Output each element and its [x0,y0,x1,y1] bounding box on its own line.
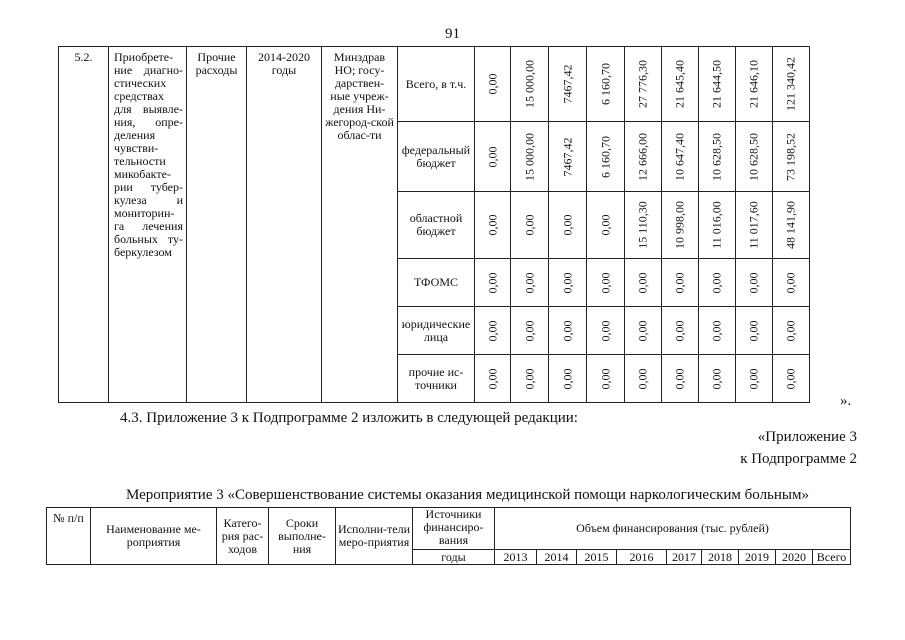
funding-value-cell [511,47,549,122]
year-header: 2019 [739,550,776,565]
funding-value-cell [587,122,625,192]
funding-value: 10 998,00 [672,201,687,249]
funding-value-cell [511,307,549,355]
funding-value: 48 141,90 [783,201,798,249]
funding-source-label: прочие ис-точники [398,355,475,403]
funding-value: 0,00 [485,368,499,389]
funding-value-cell [549,122,587,192]
funding-value: 10 628,50 [746,132,761,181]
funding-value-cell [773,192,810,259]
funding-value: 11 016,00 [709,201,724,249]
measure-name: Приобрете-ние диагно-стических средствах для выявле-ния, опре-деления чувстви-тельности микобакте-рии тубер-кулеза и мониторин-га лечения больных ту-беркулезом [109,47,187,403]
funding-value: 11 017,60 [746,201,761,249]
expense-category: Прочие расходы [187,47,247,403]
header-num: № п/п [47,508,91,565]
year-header: 2017 [667,550,702,565]
funding-value-cell [773,259,810,307]
funding-value: 0,00 [783,272,798,293]
funding-value: 0,00 [635,320,650,341]
funding-value: 0,00 [485,146,499,167]
header-executor: Исполни-тели меро-приятия [336,508,413,565]
funding-value-cell [549,355,587,403]
funding-value: 0,00 [485,272,499,293]
funding-value-cell [736,122,773,192]
funding-value-cell [736,192,773,259]
measure-table-header [46,507,851,565]
funding-source-label: областной бюджет [398,192,475,259]
funding-value: 73 198,52 [783,132,798,181]
funding-value: 0,00 [672,368,687,389]
funding-value-cell [549,307,587,355]
funding-value-cell [549,192,587,259]
funding-value: 0,00 [635,272,650,293]
funding-value-cell [662,192,699,259]
funding-value-cell [662,355,699,403]
year-header: 2014 [537,550,577,565]
funding-value-cell [699,307,736,355]
funding-value-cell [511,192,549,259]
funding-value-cell [773,355,810,403]
year-header: 2013 [495,550,537,565]
funding-value-cell [699,355,736,403]
funding-value: 27 776,30 [635,60,650,108]
funding-value-cell [549,47,587,122]
funding-value-cell [773,307,810,355]
funding-value: 0,00 [598,214,612,236]
funding-value: 21 646,10 [746,60,761,108]
funding-value-cell [511,259,549,307]
funding-value-cell [587,192,625,259]
funding-value-cell [475,122,511,192]
funding-value: 0,00 [746,272,761,293]
funding-value: 0,00 [672,272,687,293]
funding-source-label: ТФОМС [398,259,475,307]
table-row [59,47,810,122]
funding-value-cell [662,259,699,307]
funding-value: 21 644,50 [709,60,724,108]
year-header: Всего [813,550,851,565]
funding-value-cell [773,122,810,192]
funding-value-cell [662,122,699,192]
funding-value-cell [736,259,773,307]
funding-value-cell [699,122,736,192]
header-source: Источники финансиро-вания [413,508,495,550]
funding-value: 0,00 [598,320,612,341]
executor: Минздрав НО; госу-дарствен-ные учреж-дения Ни-жегород-ской облас-ти [322,47,398,403]
funding-value-cell [625,259,662,307]
funding-value-cell [587,307,625,355]
funding-value-cell [625,307,662,355]
closing-quote: ». [840,393,852,409]
funding-value: 10 628,50 [709,132,724,181]
funding-value: 0,00 [560,272,574,293]
funding-value-cell [662,307,699,355]
funding-value-cell [736,355,773,403]
funding-value: 0,00 [709,272,724,293]
funding-value-cell [475,355,511,403]
page-number: 91 [445,26,460,42]
funding-value: 15 000,00 [522,132,536,181]
funding-value-cell [736,47,773,122]
row-number: 5.2. [59,47,109,403]
funding-source-label: Всего, в т.ч. [398,47,475,122]
funding-value: 21 645,40 [672,60,687,108]
funding-value: 0,00 [709,320,724,341]
funding-value-cell [587,47,625,122]
funding-value: 0,00 [783,320,798,341]
header-years-label: годы [413,550,495,565]
funding-value: 0,00 [522,272,536,293]
funding-value-cell [511,122,549,192]
funding-value-cell [699,192,736,259]
funding-value-cell [587,259,625,307]
header-name: Наименование ме-роприятия [91,508,217,565]
funding-value-cell [475,259,511,307]
funding-value-cell [475,307,511,355]
funding-value: 0,00 [522,214,536,236]
funding-table [58,46,810,403]
funding-value-cell [736,307,773,355]
year-header: 2015 [577,550,617,565]
funding-value-cell [475,192,511,259]
funding-value-cell [662,47,699,122]
funding-value: 0,00 [485,73,499,95]
funding-value: 7467,42 [560,64,574,104]
funding-source-label: федеральный бюджет [398,122,475,192]
funding-source-label: юридические лица [398,307,475,355]
year-header: 2016 [617,550,667,565]
funding-value: 0,00 [635,368,650,389]
funding-value: 15 110,30 [635,201,650,249]
funding-value: 10 647,40 [672,132,687,181]
funding-value-cell [625,355,662,403]
funding-value-cell [625,122,662,192]
funding-value-cell [587,355,625,403]
measure-title: Мероприятие 3 «Совершенствование системы оказания медицинской помощи наркологическим больным» [125,487,809,503]
funding-value-cell [511,355,549,403]
header-term: Сроки выполне-ния [269,508,336,565]
funding-value-cell [549,259,587,307]
instruction-text: 4.3. Приложение 3 к Подпрограмме 2 изложить в следующей редакции: [120,410,578,426]
funding-value: 0,00 [746,320,761,341]
funding-value: 7467,42 [560,137,574,176]
funding-value-cell [699,259,736,307]
header-funding: Объем финансирования (тыс. рублей) [495,508,851,550]
funding-value: 121 340,42 [783,57,798,111]
funding-value: 6 160,70 [598,63,612,105]
funding-value: 15 000,00 [522,60,536,108]
funding-value: 0,00 [598,368,612,389]
funding-value: 0,00 [672,320,687,341]
funding-value: 0,00 [598,272,612,293]
funding-value: 6 160,70 [598,135,612,178]
funding-value-cell [773,47,810,122]
funding-value: 0,00 [485,214,499,236]
funding-value: 0,00 [522,320,536,341]
funding-value: 0,00 [522,368,536,389]
year-header: 2020 [776,550,813,565]
funding-value: 0,00 [560,214,574,236]
funding-value: 0,00 [485,320,499,341]
year-header: 2018 [702,550,739,565]
funding-value-cell [625,192,662,259]
header-category: Катего-рия рас-ходов [217,508,269,565]
funding-value-cell [475,47,511,122]
funding-value: 0,00 [746,368,761,389]
appendix-title: «Приложение 3 [757,429,857,445]
funding-value-cell [625,47,662,122]
execution-term: 2014-2020 годы [247,47,322,403]
funding-value: 12 666,00 [635,132,650,181]
funding-value: 0,00 [783,368,798,389]
funding-value: 0,00 [560,368,574,389]
funding-value-cell [699,47,736,122]
appendix-subtitle: к Подпрограмме 2 [740,451,857,467]
funding-value: 0,00 [560,320,574,341]
funding-value: 0,00 [709,368,724,389]
